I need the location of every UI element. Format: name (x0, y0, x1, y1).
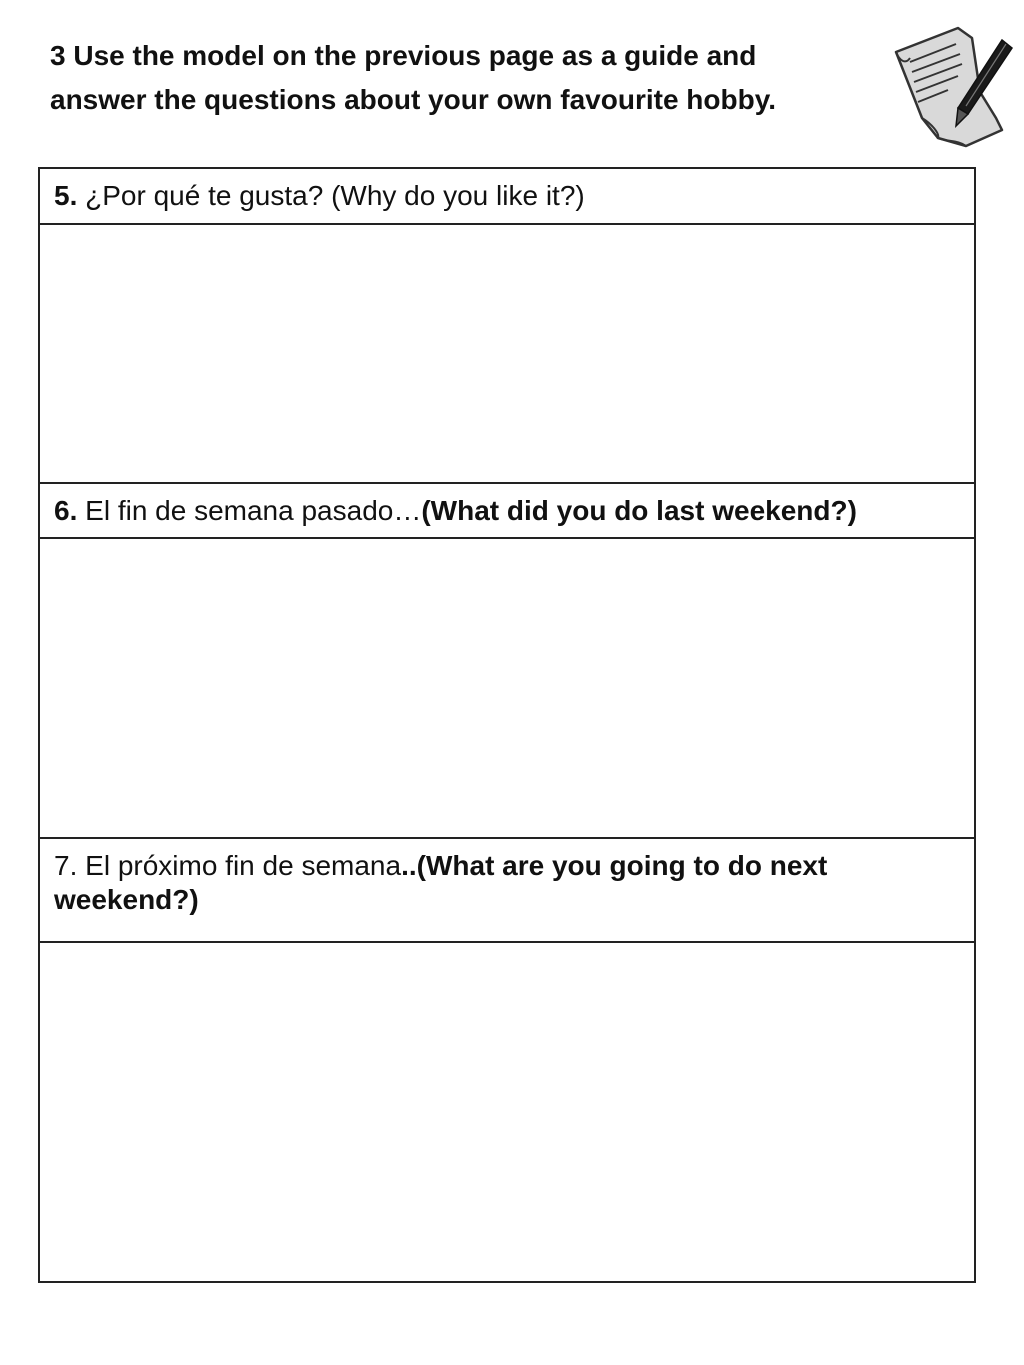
instructions-line-1: 3 Use the model on the previous page as a guide and (50, 40, 757, 71)
worksheet-table (38, 167, 976, 1283)
question-7-row (40, 839, 974, 943)
question-5-text: ¿Por qué te gusta? (Why do you like it?) (77, 180, 585, 211)
question-7-spanish: El próximo fin de semana (85, 850, 402, 881)
writing-paper-pen-icon (888, 22, 1016, 150)
answer-6-box[interactable] (40, 539, 974, 839)
instructions-line-2: answer the questions about your own favourite hobby. (50, 84, 776, 115)
question-5-row (40, 169, 974, 225)
answer-5-box[interactable] (40, 225, 974, 484)
question-6-row (40, 484, 974, 539)
question-7-number: 7. (54, 850, 86, 881)
instructions (50, 34, 850, 122)
question-6-spanish: El fin de semana pasado… (77, 495, 422, 526)
question-6-english: (What did you do last weekend?) (421, 495, 857, 526)
answer-7-box[interactable] (40, 943, 974, 1281)
question-7-english: ..(What are you going to do next weekend?) (54, 850, 828, 915)
question-5-number: 5. (54, 180, 78, 211)
question-6-number: 6. (54, 495, 78, 526)
